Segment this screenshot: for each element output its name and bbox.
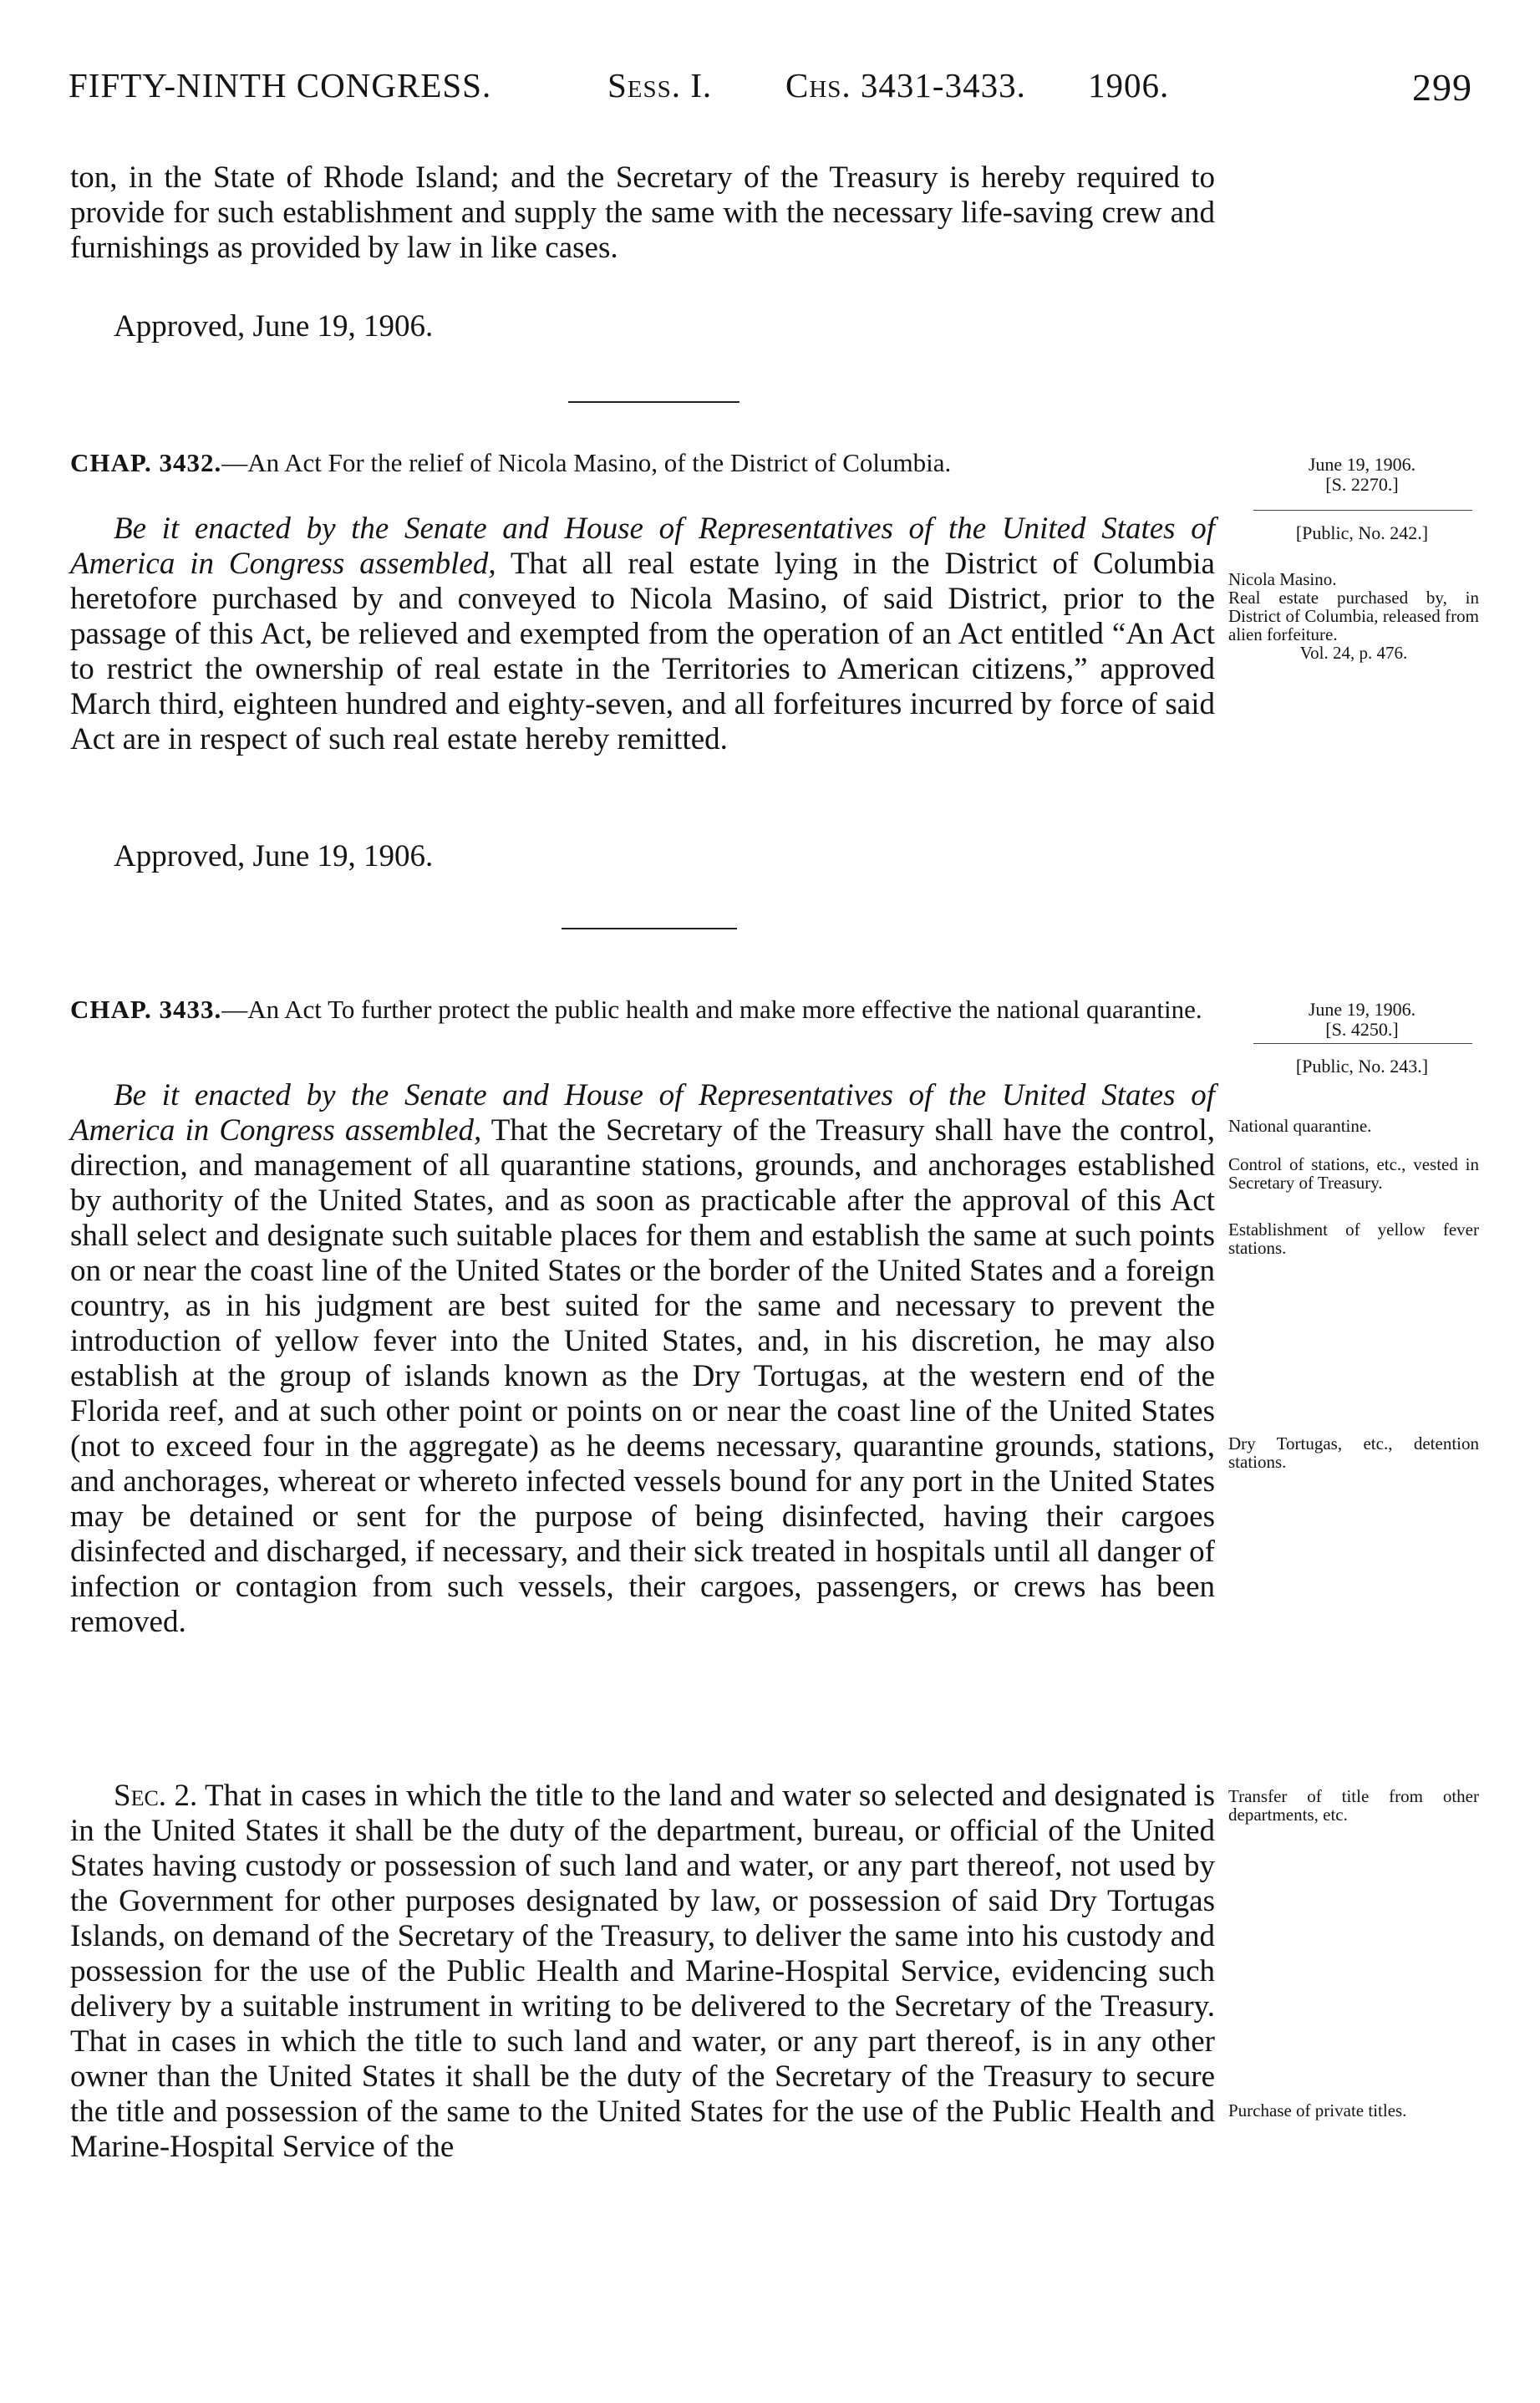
chap-3433-date-text: June 19, 1906. [1308, 999, 1416, 1020]
section-divider [562, 928, 737, 929]
chap-3433-number: CHAP. 3433. [70, 995, 222, 1024]
chap-3432-heading [70, 448, 1215, 477]
margin-note-control: Control of stations, etc., vested in Secretary of Treasury. [1228, 1154, 1479, 1193]
margin-note-masino-name: Nicola Masino. [1228, 569, 1337, 589]
enacting-clause: Be it enacted by the Senate and House of Representatives of the United States of America in Congress assembled, [70, 512, 1215, 581]
chap-3432-bill: [S. 2270.] [1325, 474, 1399, 495]
margin-note-transfer: Transfer of title from other departments, etc. [1228, 1786, 1479, 1825]
margin-rule [1253, 1043, 1472, 1044]
chap-3432-body-text: That all real estate lying in the District of Columbia heretofore purchased by and conveyed to Nicola Masino, of said District, prior to the passage of this Act, be relieved and exempted from the operation of an Act entitled “An Act to restrict the ownership of real estate in the Territories to American citizens,” approved March third, eighteen hundred and eighty-seven, and all forfeitures incurred by force of said Act are in respect of such real estate hereby remitted. [70, 547, 1215, 756]
chap-3433-public-number: [Public, No. 243.] [1295, 1056, 1429, 1077]
chap-3432-title: —An Act For the relief of Nicola Masino, of the District of Columbia. [221, 448, 952, 477]
chap-3432-number: CHAP. 3432. [70, 448, 222, 477]
section-divider [568, 401, 740, 403]
chap-3433-section-1-text: That the Secretary of the Treasury shall have the control, direction, and management of all quarantine stations, grounds, and anchorages established by authority of the United States, and as soon as practicable after the approval of this Act shall select and designate such suitable places for them and establish the same at such points on or near the coast line of the United States or the border of the United States and a foreign country, as in his judgment are best suited for the same and necessary to prevent the introduction of yellow fever into the United States, and, in his discretion, he may also establish at the group of islands known as the Dry Tortugas, at the western end of the Florida reef, and at such other point or points on or near the coast line of the United States (not to exceed four in the aggregate) as he deems necessary, quarantine grounds, stations, and anchorages, whereat or whereto infected vessels bound for any port in the United States may be detained or sent for the purpose of being disinfected, having their cargoes disinfected and discharged, if necessary, and their sick treated in hospitals until all danger of infection or contagion from such vessels, their cargoes, passengers, or crews has been removed. [70, 1113, 1215, 1639]
chap-3433-bill: [S. 4250.] [1325, 1019, 1399, 1040]
margin-note-quarantine: National quarantine. [1228, 1116, 1372, 1136]
margin-rule [1253, 510, 1472, 511]
margin-note-masino-text: Real estate purchased by, in District of Columbia, released from alien forfeiture. [1228, 588, 1479, 644]
section-2-label: Sec. 2. [114, 1779, 198, 1813]
chap-3433-section-2-text: That in cases in which the title to the land and water so selected and designated is in the United States it shall be the duty of the department, bureau, or official of the United States having custody or possession of such land and water, or any part thereof, not used by the Government for other purposes designated by law, or possession of said Dry Tortugas Islands, on demand of the Secretary of the Treasury, to deliver the same into his custody and possession for the use of the Public Health and Marine-Hospital Service, evidencing such delivery by a suitable instrument in writing to be delivered to the Secretary of the Treasury. That in cases in which the title to such land and water, or any part thereof, is in any other owner than the United States it shall be the duty of the Secretary of the Treasury to secure the title and possession of the same to the United States for the use of the Public Health and Marine-Hospital Service of the [70, 1779, 1215, 2164]
chap-3433-date [1258, 1000, 1466, 1040]
chap-3432-approved: Approved, June 19, 1906. [114, 839, 434, 873]
continuation-paragraph: ton, in the State of Rhode Island; and the Secretary of the Treasury is hereby required to provide for such establishment and supply the same with the necessary life-saving crew and furnishings as provided by law in like cases. [70, 160, 1215, 265]
chap-3432-public-number: [Public, No. 242.] [1295, 522, 1429, 543]
continuation-approved: Approved, June 19, 1906. [114, 309, 434, 344]
margin-note-yellow-fever: Establishment of yellow fever stations. [1228, 1219, 1479, 1258]
margin-note-masino [1228, 570, 1479, 662]
chapters-label: Chs. 3431-3433. [785, 66, 1026, 104]
year-label: 1906. [1088, 66, 1170, 104]
chap-3432-body [70, 512, 1215, 757]
chap-3432-date-text: June 19, 1906. [1308, 454, 1416, 475]
running-head [69, 65, 1472, 115]
enacting-clause: Be it enacted by the Senate and House of Representatives of the United States of America in Congress assembled, [70, 1078, 1215, 1148]
session-label: Sess. I. [607, 66, 713, 104]
margin-note-masino-ref: Vol. 24, p. 476. [1299, 643, 1408, 663]
chap-3433-heading [70, 995, 1215, 1024]
chap-3433-title: —An Act To further protect the public health and make more effective the national quarantine. [221, 995, 1202, 1024]
chap-3433-section-2 [70, 1779, 1215, 2165]
chap-3433-section-1 [70, 1078, 1215, 1640]
chap-3432-date [1258, 455, 1466, 495]
page-number: 299 [1412, 66, 1472, 109]
congress-title: FIFTY-NINTH CONGRESS. [69, 66, 492, 104]
margin-note-dry-tortugas: Dry Tortugas, etc., detention stations. [1228, 1433, 1479, 1472]
margin-note-purchase: Purchase of private titles. [1228, 2100, 1407, 2120]
